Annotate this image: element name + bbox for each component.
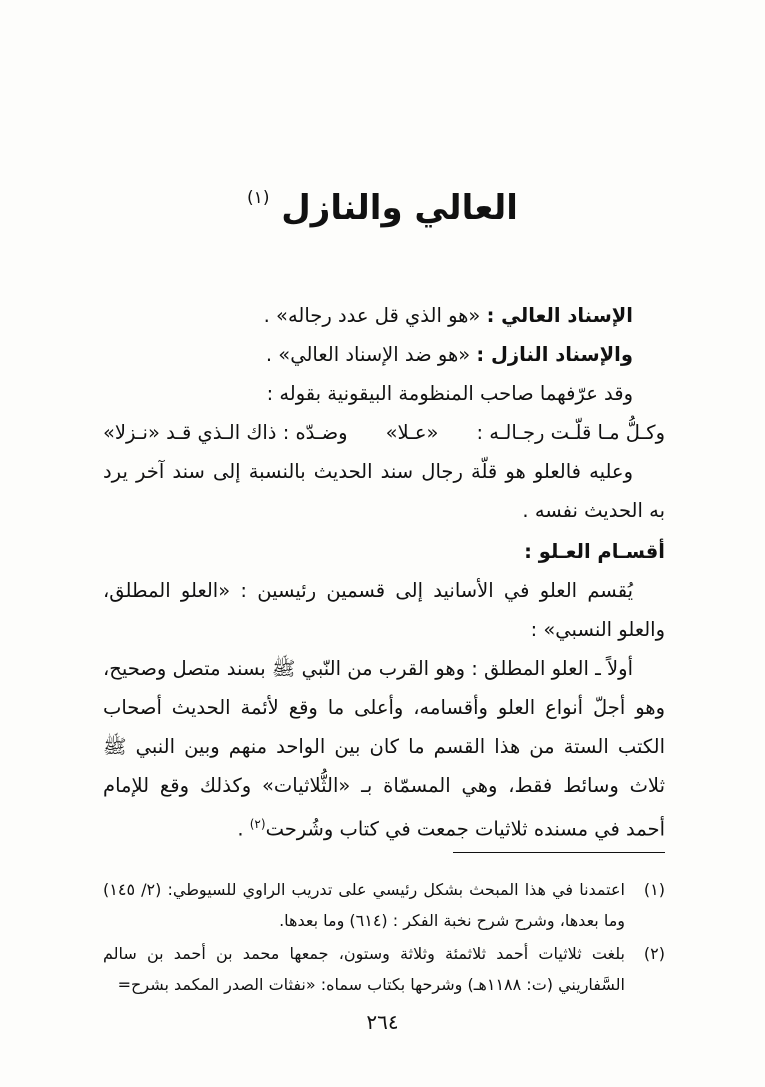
poem-verse (103, 413, 665, 452)
footnote-ref: (٢) (249, 817, 266, 831)
subheading: أقسـام العـلو : (524, 540, 665, 563)
footnote-item (103, 938, 665, 1000)
section-title (0, 188, 765, 228)
term-label: والإسناد النازل : (476, 343, 633, 366)
verse-part-1: وكـلُّ مـا قلّـت رجـالـه : (476, 421, 665, 444)
paragraph-division: يُقسم العلو في الأسانيد إلى قسمين رئيسين : «العلو المطلق، والعلو النسبي» : (103, 579, 665, 641)
verse-intro: وقد عرّفهما صاحب المنظومة البيقونية بقوله : (266, 382, 633, 405)
paragraph-summary: وعليه فالعلو هو قلّة رجال سند الحديث بالنسبة إلى سند آخر يرد به الحديث نفسه . (103, 460, 665, 522)
page-number: ٢٦٤ (366, 1010, 399, 1034)
footnotes (103, 874, 665, 1002)
term-label: الإسناد العالي : (486, 304, 633, 327)
title-footnote-ref: (١) (247, 188, 270, 208)
footnote-number: (٢) (643, 944, 665, 963)
footnote-text: بلغت ثلاثيات أحمد ثلاثمئة وثلاثة وستون، جمعها محمد بن أحمد بن سالم السَّفاريني (ت: ١١٨٨هـ) وشرحها بكتاب سماه: «نفثات الصدر المكمد بشرح= (103, 944, 625, 994)
term-definition: «هو الذي قل عدد رجاله» . (263, 304, 487, 327)
main-text (103, 296, 665, 849)
footnote-text: اعتمدنا في هذا المبحث بشكل رئيسي على تدريب الراوي للسيوطي: (٢/ ١٤٥) وما بعدها، وشرح شرح نخبة الفكر : (٦١٤) وما بعدها. (103, 880, 625, 930)
paragraph-text: أولاً ـ العلو المطلق : وهو القرب من النّبي ﷺ بسند متصل وصحيح، وهو أجلّ أنواع العلو وأقسامه، وأعلى ما وقع لأئمة الحديث أصحاب الكتب الستة من هذا القسم ما كان بين الواحد منهم وبين النبي ﷺ ثلاث وسائط فقط، وهي المسمّاة بـ «الثُّلاثيات» وكذلك وقع للإمام أحمد في مسنده ثلاثيات جمعت في كتاب وشُرحت (103, 657, 665, 841)
footnote-item (103, 874, 665, 936)
verse-part-2: «عـلا» (385, 421, 439, 444)
definition-low-chain (103, 335, 665, 374)
paragraph-end: . (237, 817, 250, 841)
verse-part-3: وضـدّه : ذاك الـذي قـد «نـزلا» (103, 421, 348, 444)
footnote-divider (453, 852, 665, 853)
footnote-number: (١) (643, 880, 665, 899)
section-title-text: العالي والنازل (281, 188, 518, 228)
definition-high-chain (103, 296, 665, 335)
term-definition: «هو ضد الإسناد العالي» . (265, 343, 477, 366)
paragraph-absolute-height (103, 649, 665, 849)
